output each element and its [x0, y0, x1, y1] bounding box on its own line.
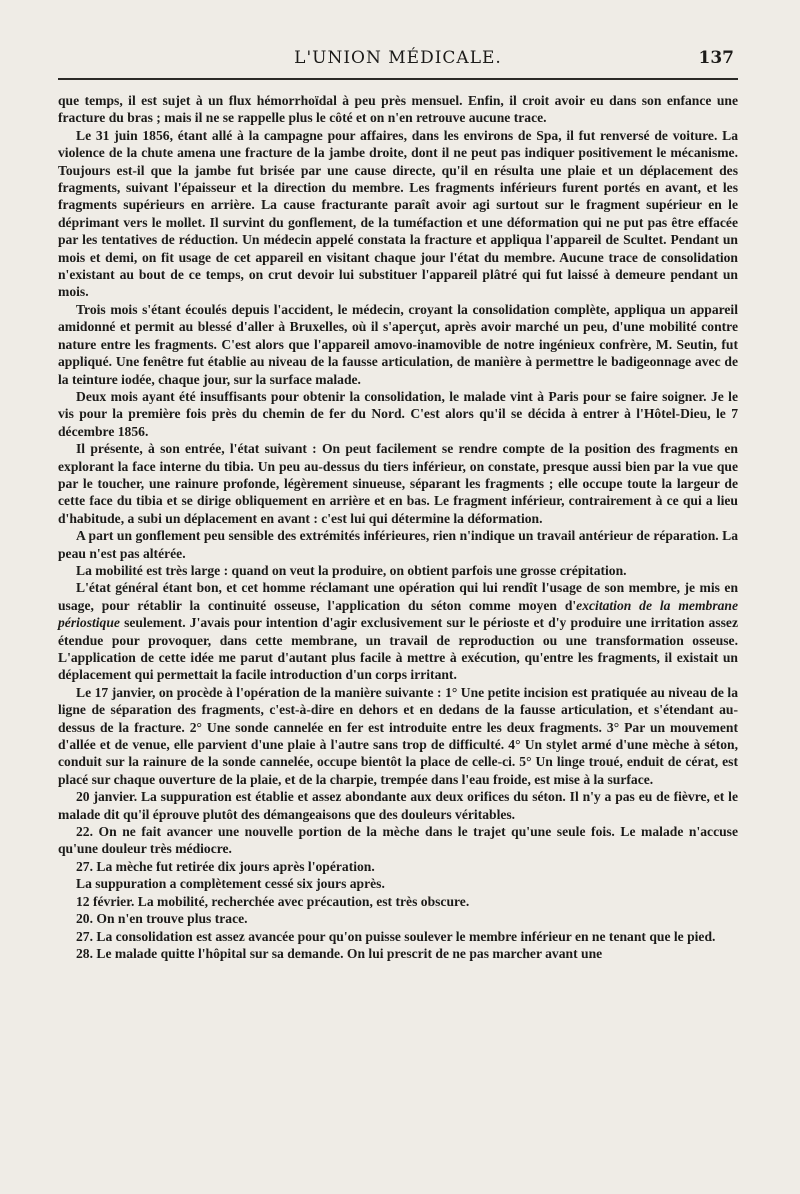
body-text — [58, 92, 738, 962]
paragraph: 20 janvier. La suppuration est établie et assez abondante aux deux orifices du séton. Il n'y a pas eu de fièvre, et le malade dit qu'il éprouve plutôt des démangeaisons que des douleurs véritables. — [58, 789, 738, 822]
paragraph: Trois mois s'étant écoulés depuis l'accident, le médecin, croyant la consolidation complète, appliqua un appareil amidonné et permit au blessé d'aller à Bruxelles, où il s'aperçut, après avoir marché un peu, d'une mobilité contre nature entre les fragments. C'est alors que l'appareil amovo-inamovible de notre ingénieux confrère, M. Seutin, fut appliqué. Une fenêtre fut établie au niveau de la fausse articulation, de manière à permettre le badigeonnage avec de la teinture iodée, chaque jour, sur la surface malade. — [58, 301, 738, 387]
paragraph: 22. On ne fait avancer une nouvelle portion de la mèche dans le trajet qu'une seule fois. Le malade n'accuse qu'une douleur très médiocre. — [58, 824, 738, 857]
page-number: 137 — [698, 48, 734, 68]
paragraph: Le 17 janvier, on procède à l'opération de la manière suivante : 1° Une petite incision est pratiquée au niveau de la ligne de séparation des fragments, c'est-à-dire en dehors et en dedans de la fausse articulation, et s'étendant au-dessus de la fracture. 2° Une sonde cannelée en fer est introduite entre les deux fragments. 3° Par un mouvement d'allée et de venue, elle parvient d'une plaie à l'autre sans trop de difficulté. 4° Un stylet armé d'une mèche à séton, conduit sur la rainure de la sonde cannelée, occupe bientôt la place de celle-ci. 5° Un linge troué, enduit de cérat, est placé sur chaque ouverture de la plaie, et de la charpie, trempée dans l'eau froide, est mise à la surface. — [58, 684, 738, 787]
page-header — [58, 46, 738, 72]
emphasized-text: excitation de la membrane périostique — [58, 597, 738, 631]
paragraph-text: seulement. J'avais pour intention d'agir exclusivement sur le périoste et d'y produire une irritation assez étendue pour provoquer, dans cette membrane, un travail de reproduction ou une transformation osseuse. L'application de cette idée me parut d'autant plus facile à mettre à exécution, qu'entre les fragments, il existait un déplacement qui permettait la facile introduction d'un corps irritant. — [58, 615, 738, 683]
paragraph: 28. Le malade quitte l'hôpital sur sa demande. On lui prescrit de ne pas marcher avant une — [76, 945, 603, 961]
paragraph: 27. La mèche fut retirée dix jours après l'opération. — [76, 858, 375, 874]
paragraph: 27. La consolidation est assez avancée pour qu'on puisse soulever le membre inférieur en ne tenant que le pied. — [76, 928, 716, 944]
paragraph-text: L'état général étant bon, et cet homme réclamant une opération qui lui rendît l'usage de son membre, je mis en usage, pour rétablir la continuité osseuse, l'application du séton comme moyen d' — [58, 580, 738, 613]
paragraph: Le 31 juin 1856, étant allé à la campagne pour affaires, dans les environs de Spa, il fut renversé de voiture. La violence de la chute amena une fracture de la jambe droite, dont il ne peut pas indiquer positivement le mécanisme. Toujours est-il que la jambe fut brisée par une cause directe, qu'il en résulta une plaie et un déplacement des fragments, suivant l'épaisseur et la direction du membre. Les fragments inférieurs furent portés en avant, et les fragments supérieurs en arrière. La cause fracturante paraît avoir agi surtout sur le fragment supérieur en le déprimant vers le mollet. Il survint du gonflement, de la tuméfaction et une déformation qui ne put pas être effacée par les tentatives de réduction. Un médecin appelé constata la fracture et appliqua l'appareil de Scultet. Pendant un mois et demi, on fit usage de cet appareil en visitant chaque jour l'état du membre. Aucune trace de consolidation n'existant au bout de ce temps, on crut devoir lui substituer l'appareil plâtré qui fut laissé à demeure pendant un mois. — [58, 127, 738, 300]
paragraph: Il présente, à son entrée, l'état suivant : On peut facilement se rendre compte de la position des fragments en explorant la face interne du tibia. Un peu au-dessus du tiers inférieur, on constate, presque aussi bien par la vue que par le toucher, une rainure profonde, légèrement sinueuse, séparant les fragments ; elle occupe toute la largeur de cette face du tibia et se dirige obliquement en arrière et en bas. Le fragment inférieur, contrairement à ce qui a lieu d'habitude, a subi un déplacement en avant : c'est lui qui détermine la déformation. — [58, 441, 738, 526]
paragraph: La suppuration a complètement cessé six jours après. — [76, 876, 385, 892]
paragraph: Deux mois ayant été insuffisants pour obtenir la consolidation, le malade vint à Paris pour se faire soigner. Je le vis pour la première fois près du chemin de fer du Nord. C'est alors qu'il se décida à entrer à l'Hôtel-Dieu, le 7 décembre 1856. — [58, 388, 738, 439]
paragraph: 20. On n'en trouve plus trace. — [76, 911, 248, 927]
paragraph: 12 février. La mobilité, recherchée avec précaution, est très obscure. — [76, 893, 470, 909]
paragraph: que temps, il est sujet à un flux hémorrhoïdal à peu près mensuel. Enfin, il croit avoir eu dans son enfance une fracture du bras ; mais il ne se rappelle plus le côté et on n'en retrouve aucune trace. — [58, 93, 738, 126]
header-rule — [58, 78, 738, 80]
paragraph — [58, 579, 738, 683]
paragraph: La mobilité est très large : quand on veut la produire, on obtient parfois une grosse crépitation. — [76, 562, 627, 578]
paragraph: A part un gonflement peu sensible des extrémités inférieures, rien n'indique un travail antérieur de réparation. La peau n'est pas altérée. — [58, 528, 738, 561]
running-title: L'UNION MÉDICALE. — [294, 48, 502, 68]
